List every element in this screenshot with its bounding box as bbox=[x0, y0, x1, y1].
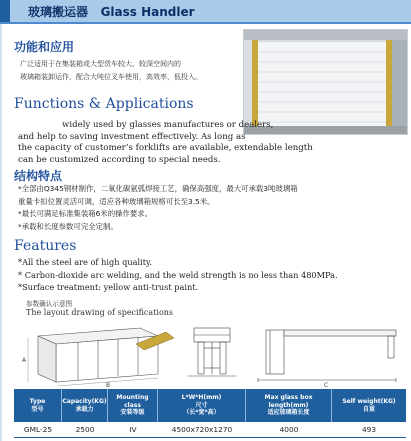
side-view bbox=[258, 330, 396, 382]
spec-table bbox=[14, 389, 406, 438]
column-header-type: Type 型号 bbox=[14, 389, 62, 422]
dim-label-a: A bbox=[22, 357, 27, 364]
page-title-en: Glass Handler bbox=[100, 5, 195, 19]
features-en-list bbox=[18, 256, 408, 294]
header-divider bbox=[0, 22, 411, 24]
table-row bbox=[14, 422, 406, 438]
function-en-paragraph bbox=[18, 120, 403, 166]
function-en-line: widely used by glasses manufactures or dealers, bbox=[62, 120, 274, 130]
function-en-line: can be customized according to special needs. bbox=[18, 154, 221, 165]
table-cell-self-weight: 493 bbox=[361, 425, 377, 434]
warehouse-door-image bbox=[244, 30, 407, 134]
front-view bbox=[188, 328, 236, 376]
features-cn-item: *全部由Q345钢材制作，二氧化碳氩弧焊接工艺，确保高强度，最大可承载3吨玻璃箱 bbox=[18, 184, 298, 193]
features-en-item: *Surface treatment: yellow anti-trust paint. bbox=[18, 282, 199, 292]
column-header-self-weight: Self weight(KG) 自重 bbox=[342, 398, 396, 413]
table-cell-type: GML-25 bbox=[23, 425, 53, 434]
function-cn-line: 广泛适用于在集装箱或大型货车较大、较深空间内的 bbox=[20, 60, 181, 68]
function-cn-title: 功能和应用 bbox=[14, 40, 75, 54]
spec-table-header bbox=[14, 389, 406, 422]
features-cn-title: 结构特点 bbox=[14, 169, 63, 183]
page-title-cn: 玻璃搬运器 bbox=[28, 5, 89, 19]
table-cell-dimensions: 4500x720x1270 bbox=[171, 425, 233, 434]
column-header-capacity: Capacity(KG) 承载力 bbox=[62, 389, 108, 422]
table-cell-capacity: 2500 bbox=[75, 425, 95, 434]
layout-drawing bbox=[18, 318, 404, 388]
features-en-item: *All the steel are of high quality. bbox=[18, 257, 153, 267]
function-cn-paragraph bbox=[20, 58, 242, 84]
features-cn-item: 重量卡扣位置灵活可调，适应各种玻璃箱规格可长至3.5米。 bbox=[18, 196, 215, 206]
header-accent-block bbox=[0, 0, 10, 22]
features-cn-list bbox=[18, 183, 408, 233]
function-cn-line: 玻璃箱装卸运作，配合大吨位叉车使用，高效率，低投入。 bbox=[20, 73, 202, 81]
column-header-max-glass-box-length: Max glass box length(mm) 适应玻璃箱长度 bbox=[246, 389, 332, 422]
function-en-title: Functions & Applications bbox=[14, 96, 194, 112]
column-header-dimensions: L*W*H(mm) 尺寸 （长*宽*高） bbox=[158, 389, 246, 422]
features-cn-item: *承载和长度参数可完全定制。 bbox=[18, 221, 118, 231]
page-title bbox=[28, 3, 195, 20]
function-en-line: and help to saving investment effectively. As long as bbox=[18, 131, 246, 142]
header-bar bbox=[0, 0, 411, 22]
features-en-item: * Carbon-dioxide arc welding, and the weld strength is no less than 480MPa. bbox=[18, 269, 338, 280]
dim-label-b: B bbox=[106, 382, 111, 388]
left-edge-strip bbox=[0, 24, 2, 441]
isometric-view bbox=[38, 328, 158, 382]
dim-label-c: C bbox=[324, 382, 329, 388]
column-header-mounting-class: Mounting class 安装等级 bbox=[108, 389, 158, 422]
function-en-line: the capacity of customer’s forklifts are available, extendable length bbox=[18, 143, 313, 153]
features-cn-item: *最长可满足标准集装箱6米的操作要求。 bbox=[18, 209, 153, 218]
features-en-title: Features bbox=[14, 238, 77, 254]
table-cell-mounting-class: IV bbox=[129, 425, 137, 434]
table-cell-max-length: 4000 bbox=[279, 425, 299, 434]
layout-drawing-title-en: The layout drawing of specifications bbox=[26, 308, 174, 317]
layout-drawing-title-cn: 参数确认示意图 bbox=[26, 300, 73, 308]
